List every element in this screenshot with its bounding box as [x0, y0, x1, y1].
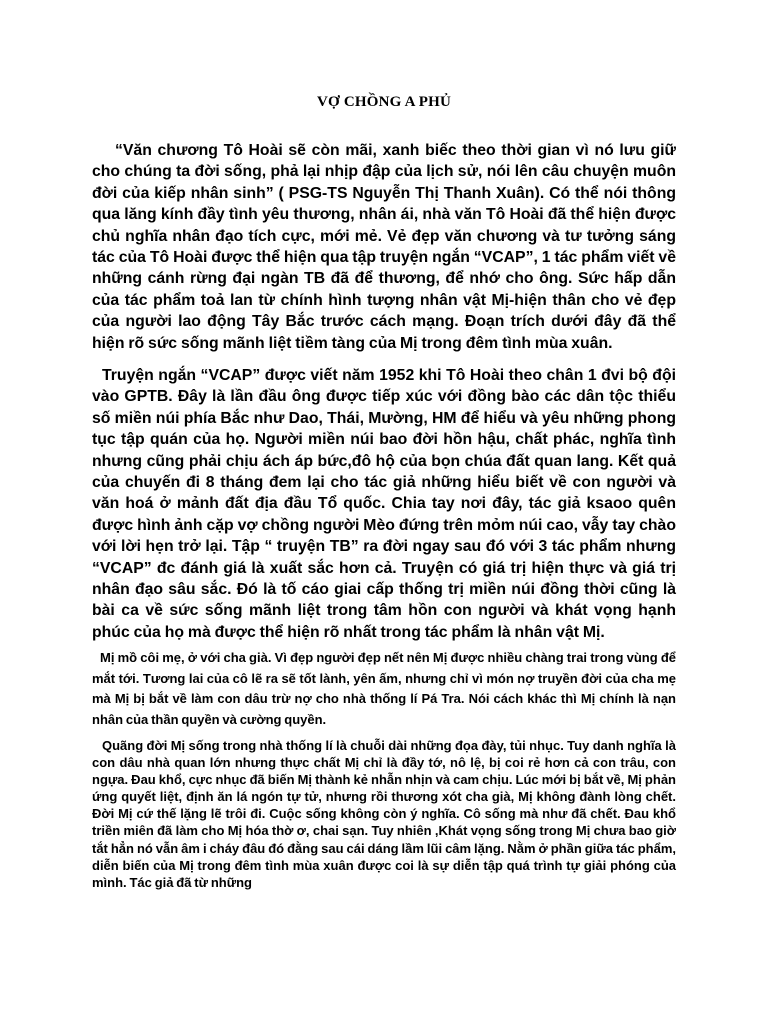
paragraph-intro: “Văn chương Tô Hoài sẽ còn mãi, xanh biếc theo thời gian vì nó lưu giữ cho chúng ta đời sống, phả lại nhịp đập của lịch sử, nói lên câu chuyện muôn đời của kiếp nhân sinh” ( PSG-TS Nguyễn Thị Thanh Xuân). Có thể nói thông qua lăng kính đầy tình yêu thương, nhân ái, nhà văn Tô Hoài đã thể hiện được chủ nghĩa nhân đạo tích cực, mới mẻ. Vẻ đẹp văn chương và tư tưởng sáng tác của Tô Hoài được thể hiện qua tập truyện ngắn “VCAP”, 1 tác phẩm viết về những cánh rừng đại ngàn TB đã để thương, để nhớ cho ông. Sức hấp dẫn của tác phẩm toả lan từ chính hình tượng nhân vật Mị-hiện thân cho vẻ đẹp của người lao động Tây Bắc trước cách mạng. Đoạn trích dưới đây đã thể hiện rõ sức sống mãnh liệt tiềm tàng của Mị trong đêm tình mùa xuân. [92, 142, 676, 352]
paragraph-mi-origin: Mị mồ côi mẹ, ở với cha già. Vì đẹp người đẹp nết nên Mị được nhiều chàng trai trong vùng để mắt tới. Tương lai của cô lẽ ra sẽ tốt lành, yên ấm, nhưng chỉ vì món nợ truyền đời của cha mẹ mà Mị bị bắt về làm con dâu trừ nợ cho nhà thống lí Pá Tra. Nói cách khác thì Mị chính là nạn nhân của thần quyền và cường quyền. [92, 650, 676, 727]
paragraph-mi-life: Quãng đời Mị sống trong nhà thống lí là chuỗi dài những đọa đày, tủi nhục. Tuy danh nghĩa là con dâu nhà quan lớn nhưng thực chất Mị chỉ là đầy tớ, nô lệ, bị coi rẻ hơn cả con trâu, con ngựa. Đau khổ, cực nhục đã biến Mị thành kẻ nhẫn nhịn và cam chịu. Lúc mới bị bắt về, Mị phản ứng quyết liệt, định ăn lá ngón tự tử, nhưng rồi thương xót cha già, Mị không đành lòng chết. Đời Mị cứ thế lặng lẽ trôi đi. Cuộc sống không còn ý nghĩa. Cô sống mà như đã chết. Đau khổ triền miên đã làm cho Mị hóa thờ ơ, chai sạn. Tuy nhiên ,Khát vọng sống trong Mị chưa bao giờ tắt hẳn nó vẫn âm i cháy đâu đó đằng sau cái dáng lầm lũi câm lặng. Nằm ở phần giữa tác phẩm, diễn biến của Mị trong đêm tình mùa xuân được coi là sự diễn tập quá trình tự giải phóng của mình. Tác giả đã từ những [92, 738, 676, 890]
paragraph-background: Truyện ngắn “VCAP” được viết năm 1952 khi Tô Hoài theo chân 1 đvi bộ đội vào GPTB. Đây là lần đầu ông được tiếp xúc với đồng bào các dân tộc thiểu số miền núi phía Bắc như Dao, Thái, Mường, HM để hiểu và yêu những phong tục tập quán của họ. Người miền núi bao đời hồn hậu, chất phác, nghĩa tình nhưng cũng phải chịu ách áp bức,đô hộ của bọn chúa đất quan lang. Kết quả của chuyến đi 8 tháng đem lại cho tác giả những hiểu biết về con người và văn hoá ở mảnh đất địa đầu Tổ quốc. Chia tay nơi đây, tác giả ksaoo quên được hình ảnh cặp vợ chồng người Mèo đứng trên mỏm núi cao, vẫy tay chào với lời hẹn trở lại. Tập “ truyện TB” ra đời ngay sau đó với 3 tác phẩm nhưng “VCAP” đc đánh giá là xuất sắc hơn cả. Truyện có giá trị hiện thực và giá trị nhân đạo sâu sắc. Đó là tố cáo giai cấp thống trị miền núi đồng thời cũng là bài ca về sức sống mãnh liệt trong tâm hồn con người và khát vọng hạnh phúc của họ mà được thể hiện rõ nhất trong tác phẩm là nhân vật Mị. [92, 367, 676, 641]
document-title: VỢ CHỒNG A PHỦ [316, 94, 452, 110]
